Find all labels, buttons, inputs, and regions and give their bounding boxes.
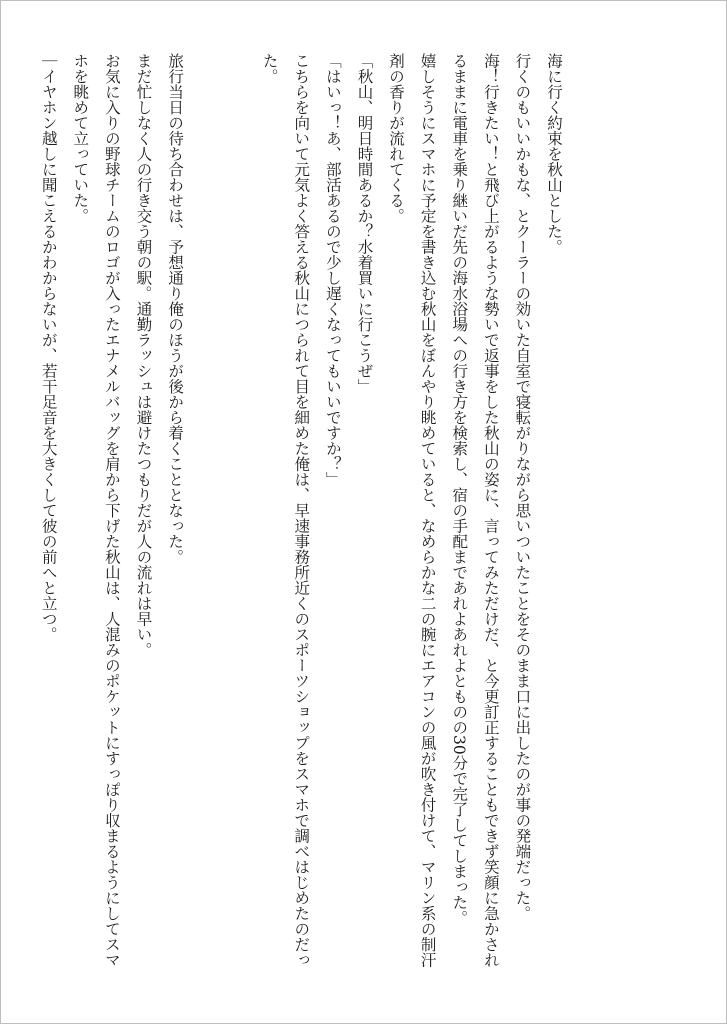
text-line: た。: [260, 53, 279, 84]
text-line: 旅行当日の待ち合わせは、予想通り俺のほうが後から着くこととなった。: [166, 53, 185, 565]
text-line: お気に入りの野球チームのロゴが入ったエナメルバッグを肩から下げた秋山は、人混みのポケットにすっぽり収まるようにしてスマ: [102, 53, 121, 968]
text-line: ホを眺めて立っていた。: [71, 53, 90, 224]
text-line: 海！行きたい！と飛び上がるような勢いで返事をした秋山の姿に、言ってみただけだ、と今更訂正することもできず笑顔に急かされ: [481, 53, 500, 968]
dialogue-line: 「秋山、明日時間あるか？水着買いに行こうぜ」: [355, 53, 374, 394]
dialogue-line: 「はいっ！あ、部活あるので少し遅くなってもいいですか？」: [323, 53, 342, 487]
text-line: 海に行く約束を秋山とした。: [545, 53, 563, 255]
text-line: こちらを向いて元気よく答える秋山につられて目を細めた俺は、早速事務所近くのスポーツショップをスマホで調べはじめたのだっ: [292, 53, 311, 968]
text-line: 行くのもいいかもな、とクーラーの効いた自室で寝転がりながら思いついたことをそのまま口に出したのが事の発端だった。: [513, 53, 532, 921]
text-line: まだ忙しなく人の行き交う朝の駅。通勤ラッシュは避けたつもりだが人の流れは早い。: [134, 53, 153, 658]
section-break: [190, 53, 253, 983]
text-line: ｜イヤホン越しに聞こえるかわからないが、若干足音を大きくして彼の前へと立つ。: [39, 53, 58, 642]
vertical-text-body: [39, 53, 569, 983]
text-line: 嬉しそうにスマホに予定を書き込む秋山をぼんやり眺めていると、なめらかな二の腕にエアコンの風が吹き付けて、マリン系の制汗: [418, 53, 437, 968]
text-line: るままに電車を乗り継いだ先の海水浴場への行き方を検索し、宿の手配まであれよあれよとものの30分で完了してしまった。: [450, 53, 469, 926]
text-line: 剤の香りが流れてくる。: [387, 53, 406, 224]
